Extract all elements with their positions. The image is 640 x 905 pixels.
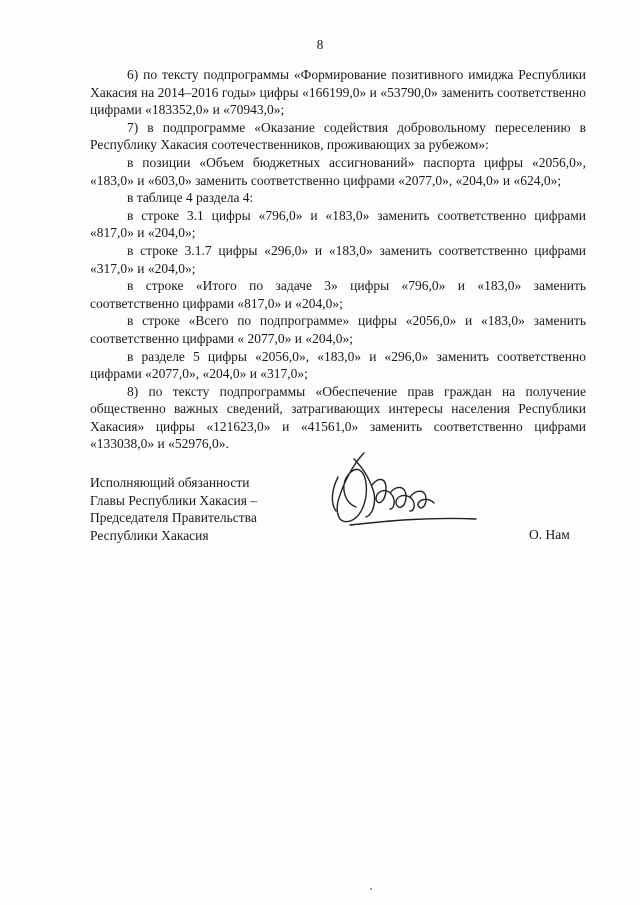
scan-speck [370,888,372,890]
paragraph-7-row-total-subprogram: в строке «Всего по подпрограмме» цифры «2056,0» и «183,0» заменить соответственно цифрами « 2077,0» и «204,0»; [90,313,586,346]
paragraph-7-passport: в позиции «Объем бюджетных ассигнований» паспорта цифры «2056,0», «183,0» и «603,0» заменить соответственно цифрами «2077,0», «204,0» и «624,0»; [90,154,586,188]
signatory-title-line: Главы Республики Хакасия – [90,492,258,508]
signatory-title [90,474,257,544]
signatory-title-line: Исполняющий обязанности [90,475,250,490]
paragraph-7-row-total-task3: в строке «Итого по задаче 3» цифры «796,0» и «183,0» заменить соответственно цифрами «817,0» и «204,0»; [90,278,586,311]
paragraph-8: 8) по тексту подпрограммы «Обеспечение прав граждан на получение общественно важных сведений, затрагивающих интересы населения Республики Хакасия» цифры «121623,0» и «41561,0» заменить соответственно цифрами «133038,0» и «52976,0». [90,383,586,452]
signatory-name: О. Нам [529,527,570,542]
paragraph-7-row-3-1: в строке 3.1 цифры «796,0» и «183,0» заменить соответственно цифрами «817,0» и «204,0»; [90,207,586,241]
paragraph-7: 7) в подпрограмме «Оказание содействия добровольному переселению в Республику Хакасия соотечественников, проживающих за рубежом»: [90,119,586,153]
paragraph-7-table4: в таблице 4 раздела 4: [127,190,254,206]
signatory-title-line: Республики Хакасия [90,527,209,543]
signatory-title-line: Председателя Правительства [90,510,257,526]
paragraph-7-row-3-1-7: в строке 3.1.7 цифры «296,0» и «183,0» заменить соответственно цифрами «317,0» и «204,0»; [90,242,586,276]
page-number: 8 [316,37,324,52]
paragraph-6: 6) по тексту подпрограммы «Формирование позитивного имиджа Республики Хакасия на 2014–2016 годы» цифры «166199,0» и «53790,0» заменить соответственно цифрами «183352,0» и «70943,0»; [90,67,586,118]
handwritten-signature [316,447,496,537]
paragraph-7-section5: в разделе 5 цифры «2056,0», «183,0» и «296,0» заменить соответственно цифрами «2077,0», «204,0» и «317,0»; [90,348,586,382]
amendment-text [90,66,586,453]
